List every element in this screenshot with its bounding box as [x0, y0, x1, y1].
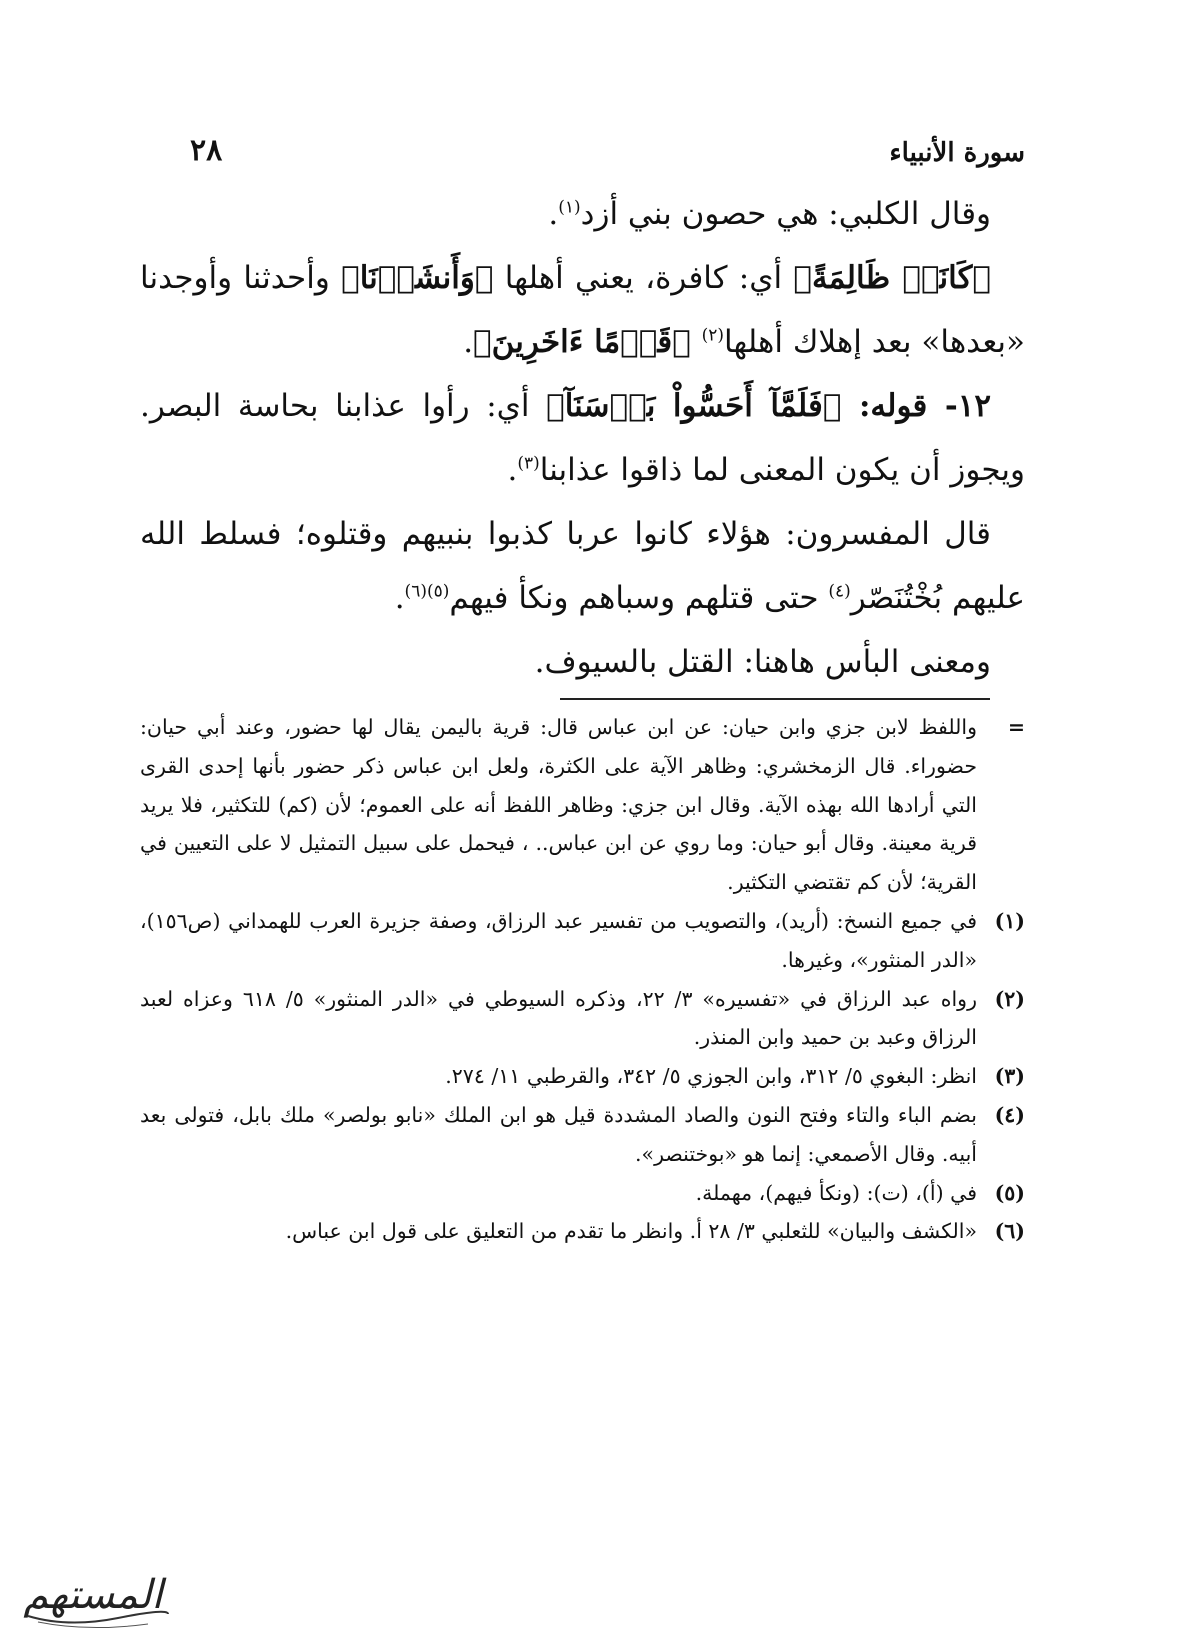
- footnote-1: [140, 902, 1025, 980]
- footnote-text: في (أ)، (ت): (ونكأ فيهم)، مهملة.: [695, 1180, 977, 1205]
- footnotes: [140, 708, 1025, 1251]
- paragraph-3: ١٢- قوله: ﴿فَلَمَّآ أَحَسُّواْ بَأۡسَنَآ﴾ أي: رأوا عذابنا بحاسة البصر. ويجوز أن يكون المعنى لما ذاقوا عذابنا$^{(٣)}$.: [140, 388, 1025, 488]
- footnote-text: انظر: البغوي ٥/ ٣١٢، وابن الجوزي ٥/ ٣٤٢، والقرطبي ١١/ ٢٧٤.: [445, 1064, 977, 1089]
- footnote-ref: (٤): [828, 581, 851, 602]
- page-number: ٢٨: [190, 133, 223, 168]
- paragraph-4: قال المفسرون: هؤلاء كانوا عربا كذبوا بنبيهم وقتلوه؛ فسلط الله عليهم بُخْتُنَصّر$^{(٤)}$ حتى قتلهم وسباهم ونكأ فيهم$^{(٥)(٦)}$.: [140, 516, 1025, 616]
- text-span: ومعنى البأس هاهنا: القتل بالسيوف.: [534, 644, 991, 680]
- quran-verse: ﴿كَانَتۡ ظَالِمَةً﴾: [793, 260, 991, 296]
- calligraphy-logo-icon: [8, 1558, 178, 1638]
- footnote-3: [140, 1057, 1025, 1096]
- footnote-continuation: [140, 708, 1025, 902]
- footnote-number: (٦): [994, 1219, 1025, 1244]
- footnote-text: واللفظ لابن جزي وابن حيان: عن ابن عباس قال: قرية باليمن يقال لها حضور، وعند أبي حيان: حضوراء. قال الزمخشري: وظاهر الآية على الكثرة، ولعل ابن عباس ذكر حضور بأنها إحدى القرى التي أرادها الله بهذه الآية. وقال ابن جزي: وظاهر اللفظ أنه على العموم؛ لأن (كم) للتكثير، فلا يريد قرية معينة. وقال أبو حيان: وما روي عن ابن عباس.. ، فيحمل على سبيل التمثيل لا على التعيين في القرية؛ لأن كم تقتضي التكثير.: [140, 715, 977, 895]
- footnote-6: [140, 1212, 1025, 1251]
- footnote-5: [140, 1174, 1025, 1213]
- footnote-number: (٢): [994, 986, 1025, 1011]
- footnote-4: [140, 1096, 1025, 1174]
- footnote-text: «الكشف والبيان» للثعلبي ٣/ ٢٨ أ. وانظر ما تقدم من التعليق على قول ابن عباس.: [285, 1219, 977, 1244]
- paragraph-2: ﴿كَانَتۡ ظَالِمَةً﴾ أي: كافرة، يعني أهلها ﴿وَأَنشَأۡنَا﴾ وأحدثنا وأوجدنا «بعدها» بعد إهلاك أهلها$^{(٢)}$ ﴿قَوۡمًا ءَاخَرِينَ﴾.: [140, 260, 1025, 360]
- quran-verse: ﴿وَأَنشَأۡنَا﴾: [341, 260, 494, 296]
- footnote-divider: [560, 698, 990, 700]
- logo-text: المستهم: [23, 1572, 163, 1618]
- footnote-text: في جميع النسخ: (أريد)، والتصويب من تفسير عبد الرزاق، وصفة جزيرة العرب للهمداني (ص١٥٦)، «الدر المنثور»، وغيرها.: [140, 908, 977, 972]
- page-header: [190, 118, 1025, 168]
- footnote-text: بضم الباء والتاء وفتح النون والصاد المشددة قيل هو ابن الملك «نابو بولصر» ملك بابل، فتولى بعد أبيه. وقال الأصمعي: إنما هو «بوختنصر».: [140, 1102, 977, 1166]
- surah-title: سورة الأنبياء: [889, 138, 1025, 168]
- footnote-number: (٥): [994, 1180, 1025, 1205]
- footnote-ref: (٥)(٦): [404, 581, 450, 602]
- footnote-ref: (٣): [517, 453, 540, 474]
- footnote-number: (٣): [994, 1064, 1025, 1089]
- text-span: أي: رأوا عذابنا بحاسة البصر. ويجوز أن يكون المعنى لما ذاقوا عذابنا: [140, 388, 1025, 488]
- footnote-text: رواه عبد الرزاق في «تفسيره» ٣/ ٢٢، وذكره السيوطي في «الدر المنثور» ٥/ ٦١٨ وعزاه لعبد الرزاق وعبد بن حميد وابن المنذر.: [140, 986, 977, 1050]
- text-span: وقال الكلبي: هي حصون بني أزد: [580, 196, 991, 232]
- paragraph-5: [140, 630, 1025, 694]
- quran-verse: ﴿قَوۡمًا ءَاخَرِينَ﴾: [473, 324, 702, 360]
- footnote-number: (٤): [994, 1102, 1025, 1127]
- text-span: قال المفسرون: هؤلاء كانوا عربا كذبوا بنبيهم وقتلوه؛ فسلط الله عليهم بُخْتُنَصّر: [140, 516, 1025, 616]
- publisher-logo: [8, 1558, 178, 1638]
- main-text: [140, 182, 1025, 694]
- footnote-2: [140, 980, 1025, 1058]
- footnote-ref: (١): [558, 197, 581, 218]
- continuation-marker: =: [1007, 715, 1025, 739]
- text-span: حتى قتلهم وسباهم ونكأ فيهم: [449, 580, 829, 616]
- quran-verse: ﴿فَلَمَّآ أَحَسُّواْ بَأۡسَنَآ﴾: [546, 388, 842, 424]
- text-span: وأحدثنا وأوجدنا «بعدها» بعد إهلاك أهلها: [140, 260, 1025, 360]
- verse-number: ١٢- قوله:: [841, 388, 992, 424]
- footnote-number: (١): [994, 908, 1025, 933]
- footnote-ref: (٢): [701, 325, 725, 346]
- paragraph-1: وقال الكلبي: هي حصون بني أزد$^{(١)}$.: [548, 196, 991, 232]
- text-span: أي: كافرة، يعني أهلها: [493, 260, 794, 296]
